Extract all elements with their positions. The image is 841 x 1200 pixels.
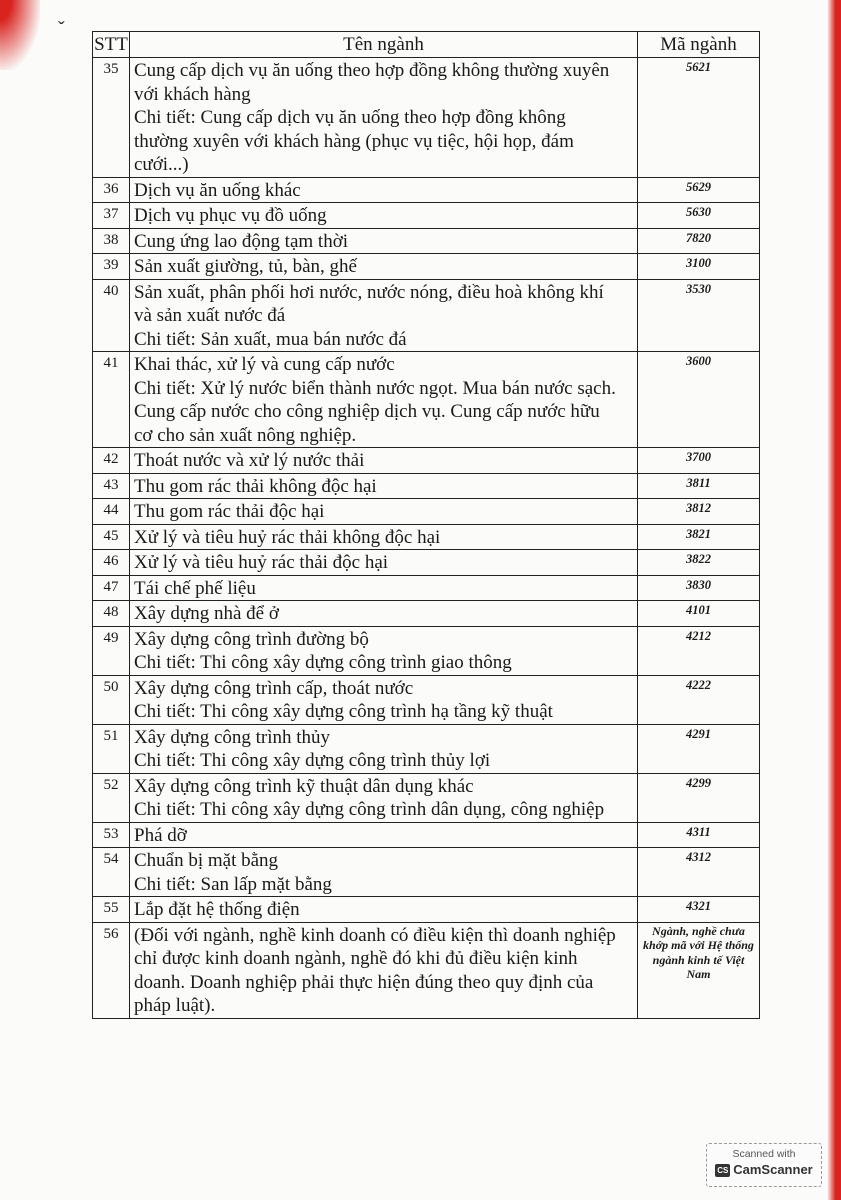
row-name [130,203,638,229]
table-row [93,550,760,576]
red-edge-left [0,0,40,70]
row-name [130,897,638,923]
row-stt: 36 [93,177,130,203]
row-code: 4321 [638,897,760,923]
row-name-line: cơ cho sản xuất nông nghiệp. [134,424,357,446]
row-name-line: Chi tiết: San lấp mặt bằng [134,873,332,895]
row-code: 4291 [638,724,760,773]
table-row [93,922,760,1018]
row-code: 3811 [638,473,760,499]
row-name-line: Cung cấp nước cho công nghiệp dịch vụ. Cung cấp nước hữu [134,401,600,422]
camscanner-watermark [706,1143,822,1187]
header-code: Mã ngành [638,32,760,58]
row-name-line: Cung ứng lao động tạm thời [134,230,349,252]
row-name-line: Chi tiết: Thi công xây dựng công trình dân dụng, công nghiệp [134,799,605,820]
row-code: 3830 [638,575,760,601]
row-name [130,279,638,352]
table-body [93,58,760,1019]
row-code: 7820 [638,228,760,254]
row-name-line: Xây dựng công trình cấp, thoát nước [134,677,414,699]
row-name-line: Khai thác, xử lý và cung cấp nước [134,354,395,375]
row-stt: 40 [93,279,130,352]
row-code: Ngành, nghề chưa khớp mã với Hệ thống ngành kinh tế Việt Nam [638,922,760,1018]
row-name-line: Chi tiết: Thi công xây dựng công trình hạ tầng kỹ thuật [134,701,553,722]
row-name [130,352,638,448]
row-name [130,822,638,848]
row-name [130,177,638,203]
row-code: 4222 [638,675,760,724]
row-stt: 56 [93,922,130,1018]
table-row [93,724,760,773]
row-stt: 52 [93,773,130,822]
row-name-line: Xây dựng công trình kỹ thuật dân dụng khác [134,775,474,797]
business-lines-table [92,31,760,1019]
row-code: 4299 [638,773,760,822]
row-name [130,922,638,1018]
row-name-line: với khách hàng [134,83,251,105]
row-stt: 49 [93,626,130,675]
row-stt: 46 [93,550,130,576]
row-name-line: Xây dựng công trình thủy [134,726,331,748]
row-name-line: Phá dỡ [134,824,187,846]
row-name-line: Chuẩn bị mặt bằng [134,850,279,871]
row-name [130,550,638,576]
row-name-line: Sản xuất, phân phối hơi nước, nước nóng, điều hoà không khí [134,281,604,303]
table-row [93,773,760,822]
row-code: 5629 [638,177,760,203]
row-name [130,448,638,474]
row-code: 3822 [638,550,760,576]
header-name: Tên ngành [130,32,638,58]
table-row [93,822,760,848]
row-code: 5630 [638,203,760,229]
row-code: 4312 [638,848,760,897]
table-row [93,448,760,474]
row-name [130,499,638,525]
row-name-line: Tái chế phế liệu [134,577,256,599]
row-stt: 48 [93,601,130,627]
table-row [93,352,760,448]
row-code: 3600 [638,352,760,448]
row-name-line: Chi tiết: Sản xuất, mua bán nước đá [134,328,407,350]
row-name-line: Chi tiết: Thi công xây dựng công trình giao thông [134,652,512,673]
table-row [93,279,760,352]
row-name [130,675,638,724]
table-row [93,575,760,601]
row-stt: 54 [93,848,130,897]
row-name-line: Xây dựng nhà để ở [134,603,279,624]
row-name [130,724,638,773]
row-name [130,848,638,897]
row-name [130,228,638,254]
row-stt: 43 [93,473,130,499]
row-stt: 50 [93,675,130,724]
row-name [130,58,638,178]
row-name-line: Thu gom rác thải độc hại [134,501,325,522]
row-name-line: Dịch vụ ăn uống khác [134,179,301,201]
row-stt: 45 [93,524,130,550]
row-name-line: Dịch vụ phục vụ đồ uống [134,205,327,226]
row-name-line: thường xuyên với khách hàng (phục vụ tiệc, hội họp, đám [134,130,574,152]
red-edge-right [827,0,841,1200]
row-code: 4101 [638,601,760,627]
row-stt: 44 [93,499,130,525]
table-row [93,473,760,499]
camscanner-logo-icon: CS [717,1166,729,1175]
row-name-line: Sản xuất giường, tủ, bàn, ghế [134,256,357,277]
row-name-line: Chi tiết: Xử lý nước biển thành nước ngọt. Mua bán nước sạch. [134,377,616,399]
row-stt: 37 [93,203,130,229]
row-stt: 42 [93,448,130,474]
row-stt: 41 [93,352,130,448]
row-name-line: Thu gom rác thải không độc hại [134,475,377,497]
row-stt: 55 [93,897,130,923]
row-name [130,626,638,675]
table-row [93,499,760,525]
row-code: 5621 [638,58,760,178]
table-row [93,228,760,254]
row-name-line: pháp luật). [134,995,216,1016]
row-stt: 38 [93,228,130,254]
row-code: 3821 [638,524,760,550]
row-name-line: và sản xuất nước đá [134,305,286,326]
row-name [130,473,638,499]
row-name [130,254,638,280]
row-stt: 35 [93,58,130,178]
row-stt: 51 [93,724,130,773]
row-code: 3100 [638,254,760,280]
row-name-line: Xử lý và tiêu huỷ rác thải không độc hại [134,526,441,548]
row-stt: 47 [93,575,130,601]
watermark-line1: Scanned with [732,1148,796,1160]
row-stt: 39 [93,254,130,280]
row-name-line: (Đối với ngành, nghề kinh doanh có điều kiện thì doanh nghiệp [134,924,616,946]
table-row [93,848,760,897]
row-name-line: chỉ được kinh doanh ngành, nghề đó khi đủ điều kiện kinh [134,948,578,969]
header-stt: STT [93,32,130,58]
row-stt: 53 [93,822,130,848]
row-code: 3812 [638,499,760,525]
row-code: 3530 [638,279,760,352]
table-row [93,58,760,178]
watermark-line2 [707,1162,821,1177]
pen-mark: ˇ [58,18,65,40]
row-name-line: Xử lý và tiêu huỷ rác thải độc hại [134,552,389,573]
row-name [130,524,638,550]
row-name [130,575,638,601]
row-name [130,601,638,627]
table-row [93,897,760,923]
row-name-line: Cung cấp dịch vụ ăn uống theo hợp đồng không thường xuyên [134,60,610,81]
table-row [93,675,760,724]
row-name-line: Xây dựng công trình đường bộ [134,628,369,650]
table-row [93,524,760,550]
row-name-line: Chi tiết: Thi công xây dựng công trình thủy lợi [134,750,491,771]
row-name-line: Thoát nước và xử lý nước thải [134,450,365,471]
row-code: 4212 [638,626,760,675]
row-name [130,773,638,822]
row-code: 4311 [638,822,760,848]
table-row [93,177,760,203]
row-name-line: Chi tiết: Cung cấp dịch vụ ăn uống theo hợp đồng không [134,107,566,128]
table-row [93,203,760,229]
table-row [93,254,760,280]
row-code: 3700 [638,448,760,474]
row-name-line: doanh. Doanh nghiệp phải thực hiện đúng theo quy định của [134,971,594,993]
table-header-row [93,32,760,58]
table-row [93,601,760,627]
row-name-line: cưới...) [134,154,189,175]
table-row [93,626,760,675]
row-name-line: Lắp đặt hệ thống điện [134,899,300,920]
watermark-brand: CamScanner [733,1162,813,1177]
